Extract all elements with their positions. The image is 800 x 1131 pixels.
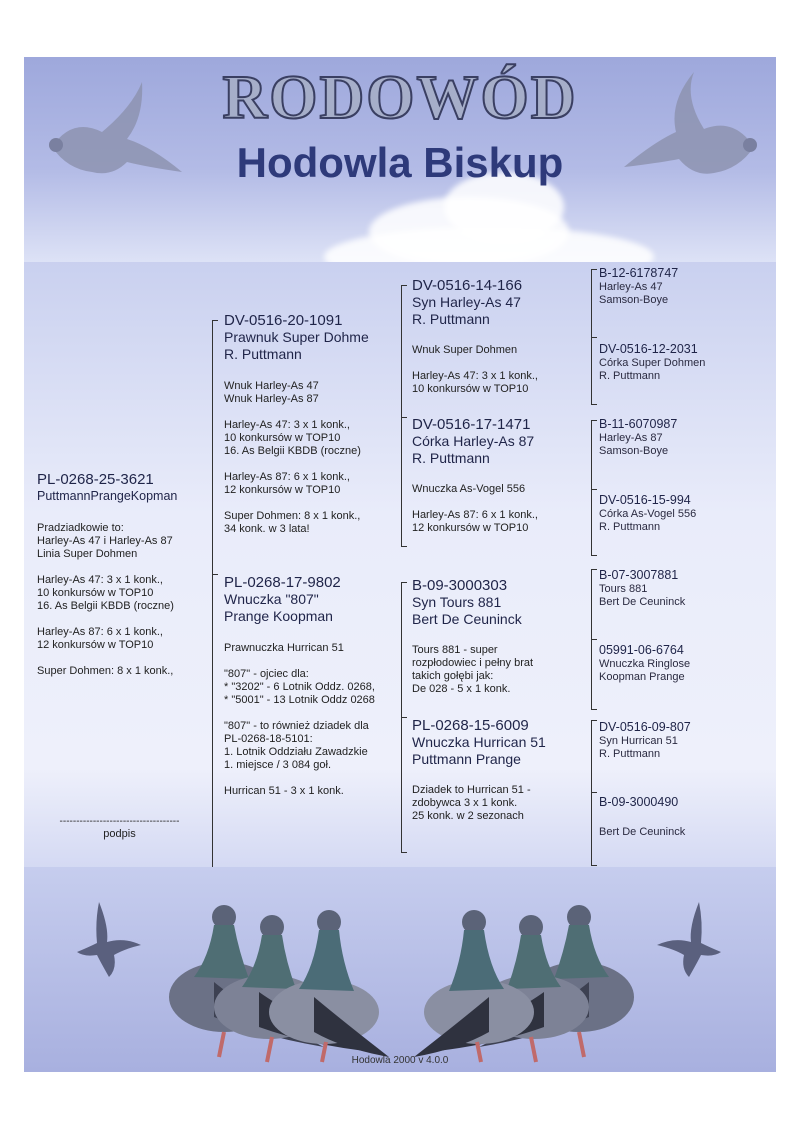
- signature-label: podpis: [103, 828, 136, 840]
- note-line: 12 konkursów w TOP10: [412, 522, 529, 534]
- signature-block: [42, 815, 197, 841]
- note-line: De 028 - 5 x 1 konk.: [412, 683, 511, 695]
- gp-ring-number: PL-0268-15-6009: [412, 717, 529, 734]
- note-line: rozpłodowiec i pełny brat: [412, 657, 534, 669]
- note-line: "807" - to również dziadek dla: [224, 720, 369, 732]
- note-line: 16. As Belgii KBDB (roczne): [224, 445, 361, 457]
- ggp-name: Córka As-Vogel 556: [599, 508, 697, 520]
- note-line: 1. miejsce / 3 084 goł.: [224, 759, 332, 771]
- ggp-breeder: R. Puttmann: [599, 748, 661, 760]
- ggp-ring-number: B-12-6178747: [599, 266, 679, 280]
- note-line: Wnuk Harley-As 47: [224, 380, 319, 392]
- footer-banner: [24, 867, 776, 1072]
- great-grandparent-1: [599, 266, 678, 307]
- note-line: 16. As Belgii KBDB (roczne): [37, 600, 174, 612]
- note-line: Harley-As 87: 6 x 1 konk.,: [37, 626, 163, 638]
- note-line: Harley-As 87: 6 x 1 konk.,: [412, 509, 538, 521]
- great-grandparent-6: [599, 643, 690, 684]
- ggp-ring-number: 05991-06-6764: [599, 643, 684, 657]
- grandparent-4: [412, 717, 546, 823]
- note-line: zdobywca 3 x 1 konk.: [412, 797, 518, 809]
- note-line: "807" - ojciec dla:: [224, 668, 309, 680]
- grandparent-2: [412, 416, 538, 535]
- grandparent-1: [412, 277, 538, 396]
- father-notes: [224, 380, 369, 536]
- gp-name: Wnuczka Hurrican 51: [412, 734, 546, 750]
- note-line: Wnuczka As-Vogel 556: [412, 483, 526, 495]
- ggp-breeder: Bert De Ceuninck: [599, 596, 686, 608]
- note-line: Super Dohmen: 8 x 1 konk.,: [37, 665, 174, 677]
- main-pigeon: [37, 471, 177, 678]
- note-line: 12 konkursów w TOP10: [37, 639, 154, 651]
- note-line: 1. Lotnik Oddziału Zawadzkie: [224, 746, 368, 758]
- note-line: Harley-As 87: 6 x 1 konk.,: [224, 471, 350, 483]
- software-version: Hodowla 2000 v 4.0.0: [351, 1055, 449, 1066]
- note-line: Pradziadkowie to:: [37, 522, 124, 534]
- father-ring-number: DV-0516-20-1091: [224, 312, 343, 329]
- note-line: Harley-As 47: 3 x 1 konk.,: [37, 574, 163, 586]
- gp-ring-number: DV-0516-17-1471: [412, 416, 531, 433]
- note-line: Wnuk Super Dohmen: [412, 344, 518, 356]
- note-line: takich gołębi jak:: [412, 670, 494, 682]
- grandparent-3: [412, 577, 533, 696]
- gp-ring-number: B-09-3000303: [412, 577, 508, 594]
- note-line: Linia Super Dohmen: [37, 548, 138, 560]
- kennel-name: Hodowla Biskup: [236, 139, 564, 186]
- ggp-breeder: Samson-Boye: [599, 294, 669, 306]
- note-line: 25 konk. w 2 sezonach: [412, 810, 524, 822]
- mother-name: Wnuczka "807": [224, 591, 319, 607]
- gp-notes: [412, 644, 533, 696]
- note-line: 34 konk. w 3 lata!: [224, 523, 310, 535]
- note-line: 12 konkursów w TOP10: [224, 484, 341, 496]
- ggp-breeder: Samson-Boye: [599, 445, 669, 457]
- father-breeder: R. Puttmann: [224, 346, 302, 362]
- gp-notes: [412, 483, 538, 535]
- note-line: Dziadek to Hurrican 51 -: [412, 784, 531, 796]
- gp-name: Syn Harley-As 47: [412, 294, 521, 310]
- great-grandparent-7: [599, 720, 691, 761]
- gp-ring-number: DV-0516-14-166: [412, 277, 523, 294]
- gp-breeder: R. Puttmann: [412, 450, 490, 466]
- ggp-breeder: R. Puttmann: [599, 521, 661, 533]
- pigeon-icon: [409, 897, 649, 1067]
- flying-dove-icon: [69, 897, 149, 982]
- note-line: Tours 881 - super: [412, 644, 498, 656]
- ggp-ring-number: B-11-6070987: [599, 417, 678, 431]
- pigeon-icon: [154, 897, 394, 1067]
- gp-breeder: Puttmann Prange: [412, 751, 521, 767]
- note-line: Prawnuczka Hurrican 51: [224, 642, 344, 654]
- ggp-name: Harley-As 87: [599, 432, 663, 444]
- main-notes: [37, 522, 177, 678]
- ggp-ring-number: DV-0516-09-807: [599, 720, 691, 734]
- note-line: Harley-As 47 i Harley-As 87: [37, 535, 173, 547]
- ggp-breeder: Koopman Prange: [599, 671, 685, 683]
- father-name: Prawnuk Super Dohme: [224, 329, 369, 345]
- ggp-ring-number: B-09-3000490: [599, 795, 679, 809]
- gp-name: Syn Tours 881: [412, 594, 502, 610]
- ggp-breeder: Bert De Ceuninck: [599, 826, 686, 838]
- note-line: 10 konkursów w TOP10: [224, 432, 341, 444]
- gp-breeder: R. Puttmann: [412, 311, 490, 327]
- ggp-name: Wnuczka Ringlose: [599, 658, 691, 670]
- gp-notes: [412, 344, 538, 396]
- main-ring-number: PL-0268-25-3621: [37, 471, 154, 488]
- note-line: Super Dohmen: 8 x 1 konk.,: [224, 510, 361, 522]
- header-banner: [24, 57, 776, 262]
- ggp-ring-number: DV-0516-12-2031: [599, 342, 698, 356]
- ggp-ring-number: DV-0516-15-994: [599, 493, 691, 507]
- ggp-ring-number: B-07-3007881: [599, 568, 679, 582]
- note-line: * "5001" - 13 Lotnik Oddz 0268: [224, 694, 375, 706]
- father-pigeon: [224, 312, 369, 536]
- great-grandparent-8: [599, 795, 685, 839]
- great-grandparent-3: [599, 417, 677, 458]
- ggp-name: Syn Hurrican 51: [599, 735, 678, 747]
- gp-breeder: Bert De Ceuninck: [412, 611, 522, 627]
- note-line: Harley-As 47: 3 x 1 konk.,: [224, 419, 350, 431]
- ggp-name: [599, 810, 685, 823]
- signature-line: ------------------------------------: [59, 816, 180, 827]
- note-line: 10 konkursów w TOP10: [412, 383, 529, 395]
- ggp-name: Harley-As 47: [599, 281, 663, 293]
- ggp-breeder: R. Puttmann: [599, 370, 661, 382]
- note-line: PL-0268-18-5101:: [224, 733, 313, 745]
- mother-notes: [224, 642, 375, 798]
- mother-breeder: Prange Koopman: [224, 608, 333, 624]
- flying-dove-icon: [649, 897, 729, 982]
- main-pigeon-name: PuttmannPrangeKopman: [37, 489, 178, 503]
- gp-notes: [412, 784, 546, 823]
- note-line: Harley-As 47: 3 x 1 konk.,: [412, 370, 538, 382]
- ggp-name: Córka Super Dohmen: [599, 357, 706, 369]
- great-grandparent-4: [599, 493, 696, 534]
- note-line: Wnuk Harley-As 87: [224, 393, 319, 405]
- note-line: 10 konkursów w TOP10: [37, 587, 154, 599]
- mother-pigeon: [224, 574, 375, 798]
- note-line: * "3202" - 6 Lotnik Oddz. 0268,: [224, 681, 375, 693]
- note-line: Hurrican 51 - 3 x 1 konk.: [224, 785, 344, 797]
- mother-ring-number: PL-0268-17-9802: [224, 574, 341, 591]
- pedigree-sheet: [24, 57, 776, 1072]
- ggp-name: Tours 881: [599, 583, 648, 595]
- gp-name: Córka Harley-As 87: [412, 433, 535, 449]
- page-title: RODOWÓD: [222, 64, 578, 132]
- great-grandparent-2: [599, 342, 705, 383]
- great-grandparent-5: [599, 568, 685, 609]
